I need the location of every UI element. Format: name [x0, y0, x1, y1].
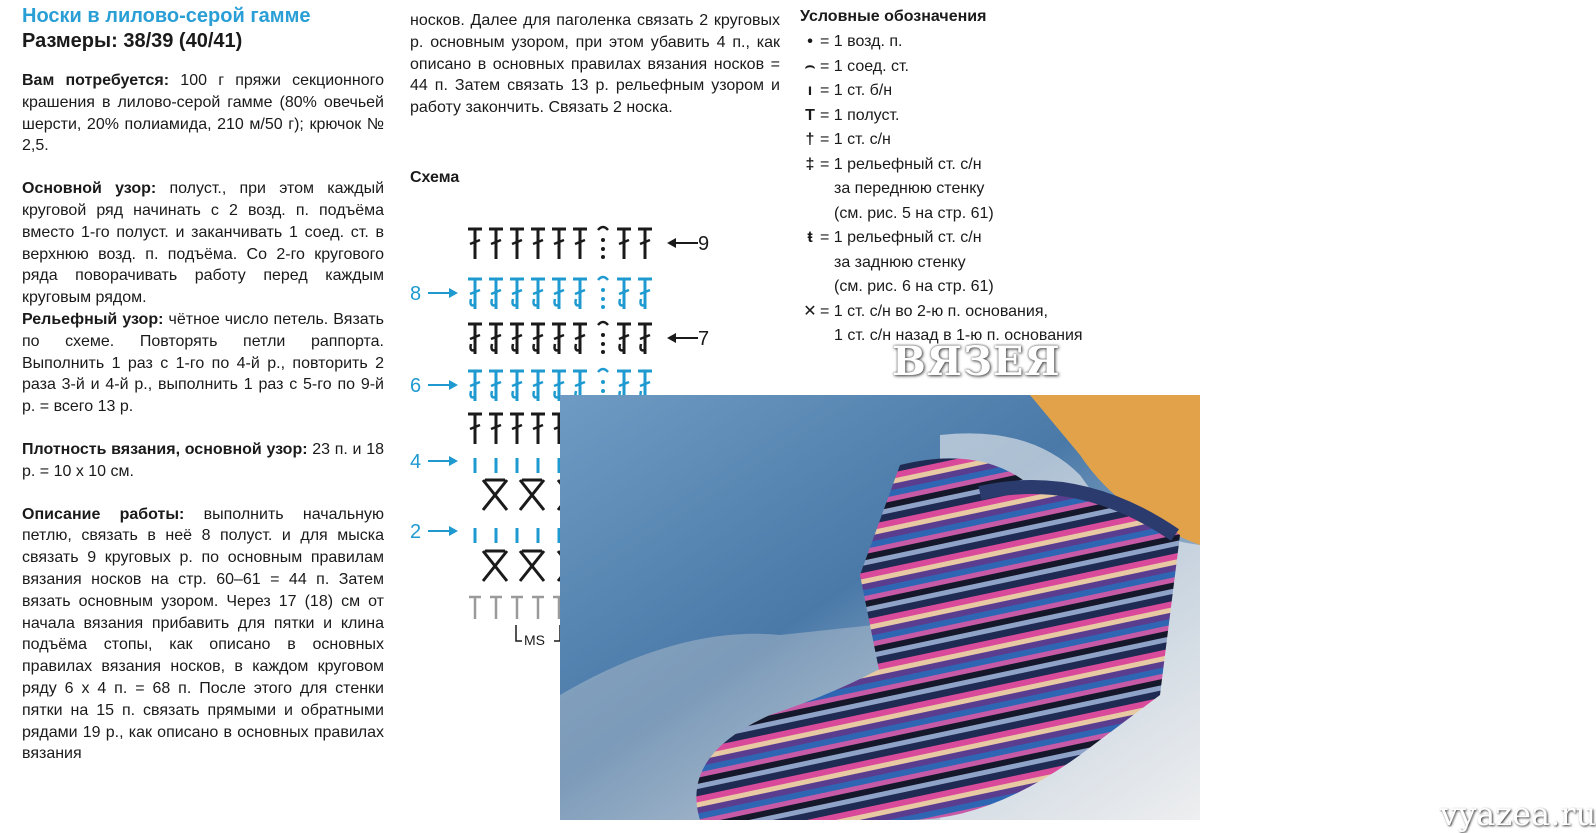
legend-item	[800, 128, 1192, 153]
sizes-heading: Размеры: 38/39 (40/41)	[22, 30, 243, 52]
page-title: Носки в лилово-серой гамме	[22, 5, 311, 27]
main-pattern-paragraph	[22, 178, 384, 309]
row-number-9: 9	[698, 233, 710, 255]
sock-photo-illustration	[560, 395, 1200, 820]
legend-description: = 1 рельефный ст. с/н	[820, 155, 982, 173]
legend-symbol	[800, 202, 820, 227]
chain-dot	[601, 389, 605, 393]
legend-description: за заднюю стенку	[834, 253, 966, 271]
relief-pattern-text: чётное число петель. Вязать по схеме. Повторять петли раппорта. Выполнить 1 раз с 1-го по 4-й р., повторить 2 раза 3-й и 4-й р., выполнить 1 раз с 5-го по 9-й р. = всего 13 р.	[22, 310, 385, 416]
density-text: 23 п. и 18 р. = 10 х 10 см.	[22, 440, 384, 480]
legend-description: за переднюю стенку	[834, 180, 985, 197]
legend-item	[800, 202, 1192, 227]
legend-item	[800, 79, 1192, 104]
slip-stitch-mark	[598, 322, 608, 325]
main-pattern-label: Основной узор:	[22, 180, 157, 198]
materials-label: Вам потребуется:	[22, 72, 170, 89]
schema-title: Схема	[410, 168, 460, 186]
legend-symbol	[800, 251, 820, 276]
left-row-labels	[410, 283, 458, 543]
chain-dot	[601, 342, 605, 346]
legend-item	[800, 226, 1192, 251]
legend-list	[800, 30, 1192, 349]
legend-item	[800, 177, 1192, 202]
middle-column	[410, 0, 780, 648]
legend-description: (см. рис. 5 на стр. 61)	[834, 204, 994, 222]
row-number-8: 8	[410, 283, 422, 305]
description-label: Описание работы:	[22, 505, 185, 523]
slip-stitch-mark	[598, 277, 608, 280]
legend-symbol	[800, 275, 820, 300]
chain-dot	[601, 255, 605, 259]
rapport-label: MS	[524, 632, 545, 648]
description-continuation: носков. Далее для паголенка связать 2 круговых р. основным узором, при этом убавить 4 п., как описано в основных правилах вязания носков = 44 п. Затем связать 13 р. рельефным узором и работу закончить. Связать 2 носка.	[410, 12, 780, 117]
row-number-2: 2	[410, 521, 422, 543]
right-column	[800, 0, 1192, 349]
legend-description: = 1 полуст.	[820, 106, 900, 124]
legend-description: = 1 ст. с/н	[820, 131, 891, 148]
legend-description: = 1 ст. с/н во 2-ю п. основания,	[820, 302, 1048, 320]
chain-dot	[601, 333, 605, 337]
row-number-4: 4	[410, 451, 422, 473]
watermark-logo: ВЯЗЕЯ	[892, 338, 1061, 385]
legend-item	[800, 153, 1192, 178]
row-number-6: 6	[410, 375, 422, 397]
density-paragraph	[22, 439, 384, 483]
row-number-7: 7	[698, 328, 710, 350]
legend-title: Условные обозначения	[800, 8, 987, 25]
legend-item	[800, 30, 1192, 55]
legend-symbol	[800, 177, 820, 202]
legend-item	[800, 300, 1192, 325]
legend-item	[800, 55, 1192, 80]
legend-symbol: ŧ	[807, 229, 813, 246]
legend-description: = 1 соед. ст.	[820, 57, 909, 75]
legend-symbol: ⌢	[804, 57, 816, 75]
legend-description: = 1 рельефный ст. с/н	[820, 229, 982, 246]
legend-description: (см. рис. 6 на стр. 61)	[834, 278, 994, 295]
description-paragraph	[22, 504, 384, 766]
legend-item	[800, 251, 1192, 276]
legend-item	[800, 275, 1192, 300]
chain-dot	[601, 350, 605, 354]
chain-dot	[601, 238, 605, 242]
watermark-url: vyazea.ru	[1440, 795, 1596, 833]
chain-dot	[601, 380, 605, 384]
relief-pattern-paragraph	[22, 309, 384, 418]
legend-symbol: •	[807, 33, 813, 50]
relief-pattern-label: Рельефный узор:	[22, 310, 164, 328]
materials-paragraph	[22, 70, 384, 157]
legend-symbol: T	[805, 106, 815, 124]
legend-symbol: †	[805, 131, 815, 148]
left-column	[22, 0, 384, 765]
slip-stitch-mark	[598, 227, 608, 230]
legend-description: 1 ст. с/н назад в 1-ю п. основания	[834, 327, 1083, 344]
chain-dot	[601, 297, 605, 301]
chain-dot	[601, 305, 605, 309]
description-text: выполнить начальную петлю, связать в неё 8 полуст. и для мыска связать 9 круговых р. по основным правилам вязания носков на стр. 60–61 = 44 п. Затем вязать основным узором. Через 17 (18) см от начала вязания прибавить для пятки и клина подъёма стопы, как описано в основных правилах вязания носков, в каждом круговом ряду 6 х 4 п. = 68 п. После этого для стенки пятки на 15 п. связать прямыми и обратными рядами 19 р., как описано в основных правилах вязания	[22, 505, 384, 763]
legend-description: = 1 ст. б/н	[820, 82, 893, 99]
legend-symbol: ‡	[805, 155, 815, 173]
legend-description: = 1 возд. п.	[820, 33, 903, 50]
legend-symbol: ✕	[803, 302, 817, 320]
legend-symbol: ı	[807, 82, 813, 99]
chain-dot	[601, 288, 605, 292]
legend-symbol	[800, 324, 820, 349]
chain-dot	[601, 247, 605, 251]
slip-stitch-mark	[598, 369, 608, 372]
sock-photo	[560, 395, 1596, 833]
main-pattern-text: полуст., при этом каждый круговой ряд начинать с 2 возд. п. подъёма вместо 1-го полуст. и заканчивать 1 соед. ст. в верхнюю возд. п. подъёма. Со 2-го кругового ряда поворачивать работу перед каждым круговым рядом.	[22, 180, 385, 307]
density-label: Плотность вязания, основной узор:	[22, 440, 308, 458]
legend-item	[800, 104, 1192, 129]
materials-text: 100 г пряжи секционного крашения в лилово-серой гамме (80% овечьей шерсти, 20% полиамида, 210 м/50 г); крючок № 2,5.	[22, 72, 384, 155]
